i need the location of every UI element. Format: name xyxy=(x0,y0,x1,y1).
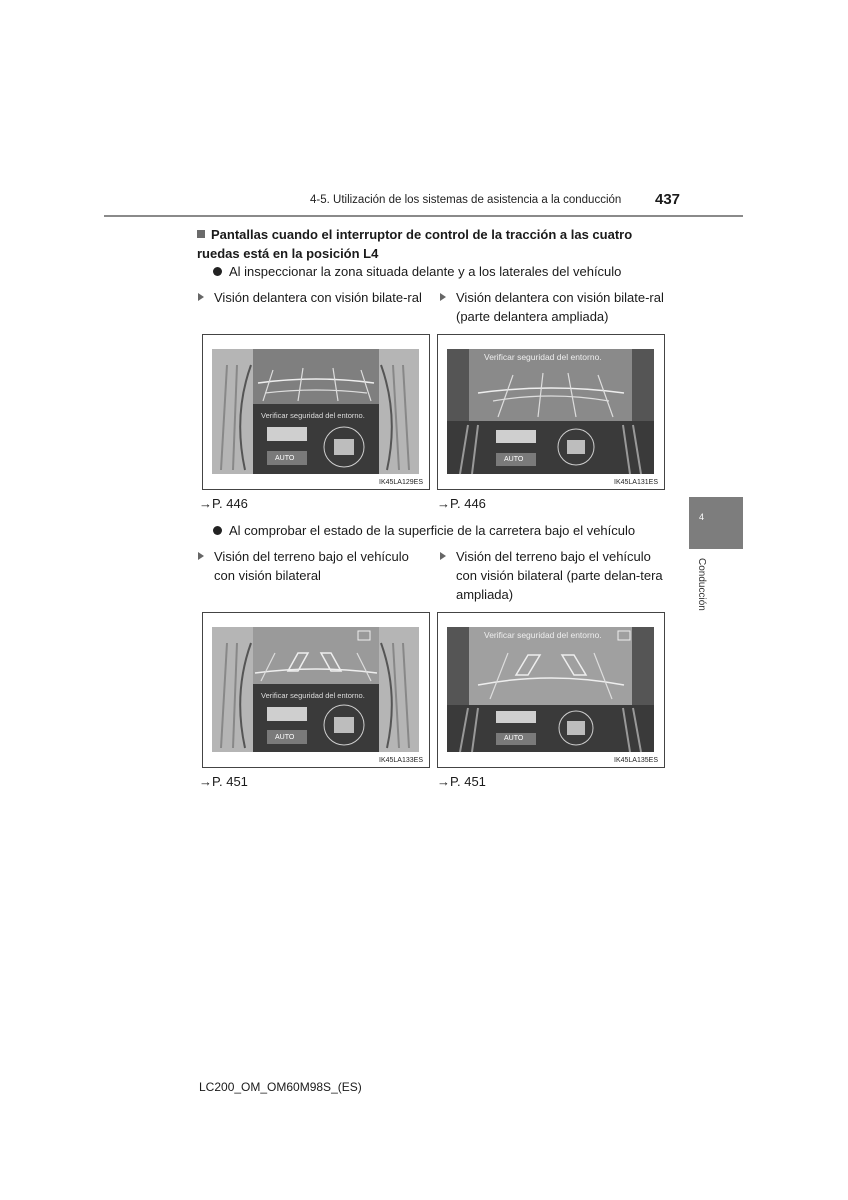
figure-id: IK45LA129ES xyxy=(379,479,423,486)
triangle-bullet-icon xyxy=(440,293,446,301)
bullet-dot-icon xyxy=(213,526,222,535)
triangle-bullet-icon xyxy=(440,552,446,560)
figure-id: IK45LA131ES xyxy=(614,479,658,486)
figure-front-bilateral xyxy=(202,334,430,490)
bullet-underfloor-inspection: Al comprobar el estado de la superficie de la carretera bajo el vehículo xyxy=(213,521,635,540)
page-reference: →P. 451 xyxy=(437,774,486,789)
square-bullet-icon xyxy=(197,230,205,238)
chapter-number: 4 xyxy=(699,512,705,522)
list-item: Visión del terreno bajo el vehículo con visión bilateral xyxy=(214,547,426,585)
figure-front-bilateral-enlarged xyxy=(437,334,665,490)
section-title: 4-5. Utilización de los sistemas de asistencia a la conducción xyxy=(310,194,622,206)
screen-message: Verificar seguridad del entorno. xyxy=(261,691,365,700)
screen-message: Verificar seguridad del entorno. xyxy=(484,630,602,640)
bullet-front-inspection: Al inspeccionar la zona situada delante y a los laterales del vehículo xyxy=(213,262,621,281)
triangle-bullet-icon xyxy=(198,293,204,301)
figure-underfloor-bilateral xyxy=(202,612,430,768)
bullet-dot-icon xyxy=(213,267,222,276)
page-reference: →P. 446 xyxy=(437,496,486,511)
list-item: Visión delantera con visión bilate-ral xyxy=(214,288,426,307)
camera-screen-illustration xyxy=(203,613,429,767)
screen-message: Verificar seguridad del entorno. xyxy=(261,411,365,420)
triangle-bullet-icon xyxy=(198,552,204,560)
chapter-label: Conducción xyxy=(696,558,707,611)
figure-id: IK45LA133ES xyxy=(379,757,423,764)
page-number: 437 xyxy=(655,191,681,208)
chapter-tab xyxy=(689,497,743,549)
page-reference: →P. 451 xyxy=(199,774,248,789)
auto-label: AUTO xyxy=(504,735,524,742)
auto-label: AUTO xyxy=(275,455,295,462)
figure-underfloor-bilateral-enlarged xyxy=(437,612,665,768)
section-heading: Pantallas cuando el interruptor de control de la tracción a las cuatro ruedas está en la posición L4 xyxy=(197,227,633,261)
auto-label: AUTO xyxy=(504,456,524,463)
document-code: LC200_OM_OM60M98S_(ES) xyxy=(199,1080,362,1094)
auto-label: AUTO xyxy=(275,734,295,741)
list-item: Visión delantera con visión bilate-ral (parte delantera ampliada) xyxy=(456,288,668,326)
figure-id: IK45LA135ES xyxy=(614,757,658,764)
list-item: Visión del terreno bajo el vehículo con visión bilateral (parte delan-tera ampliada) xyxy=(456,547,668,604)
header-rule xyxy=(104,215,743,217)
page-reference: →P. 446 xyxy=(199,496,248,511)
screen-message: Verificar seguridad del entorno. xyxy=(484,352,602,362)
